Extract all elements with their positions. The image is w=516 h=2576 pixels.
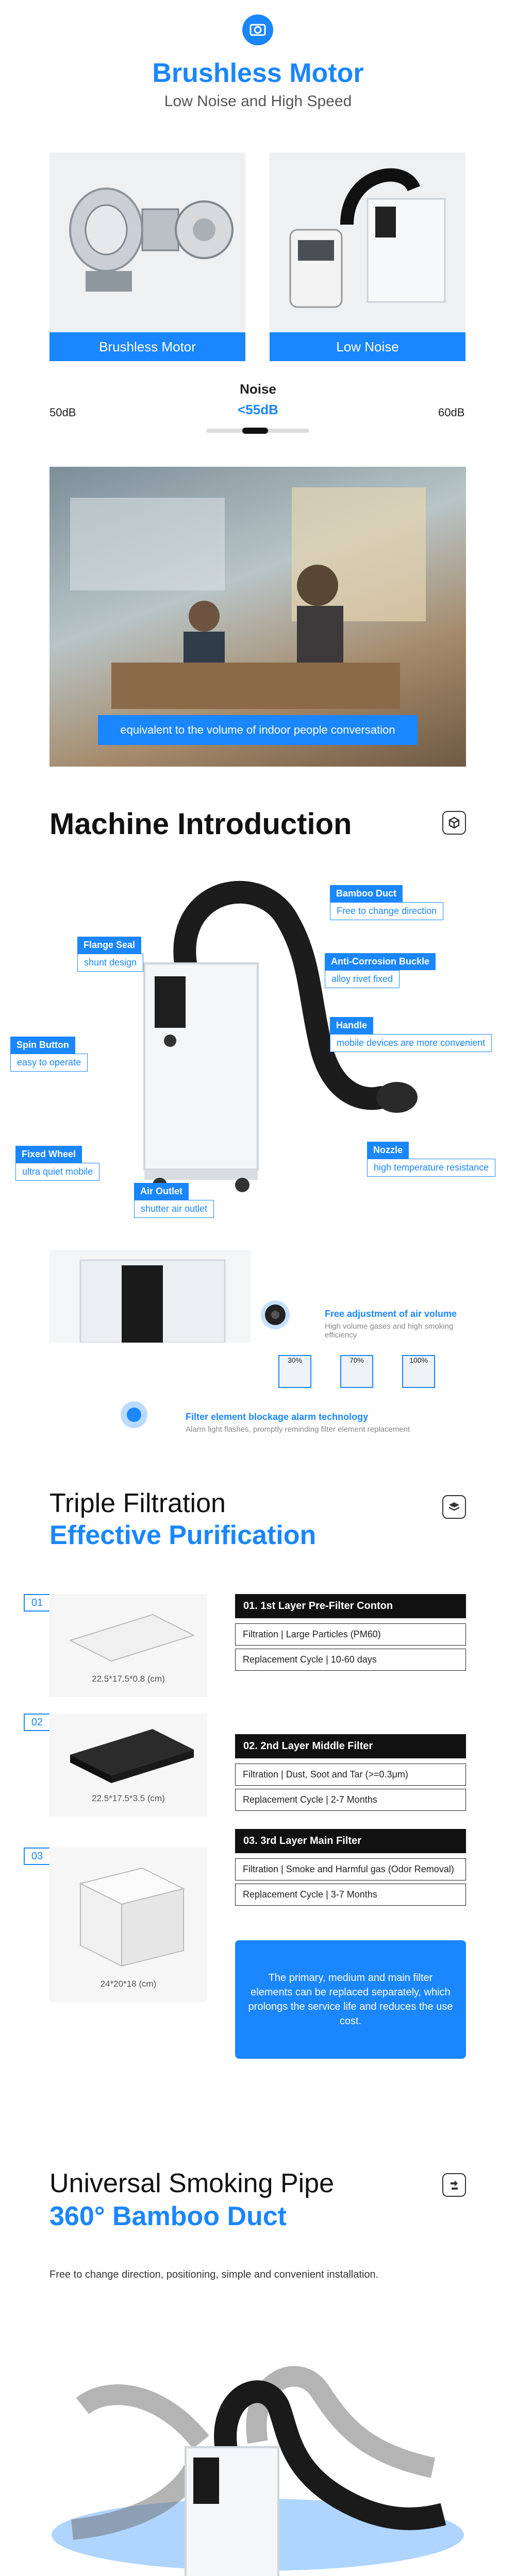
bamboo-duct-tag-title: Bamboo Duct (330, 885, 403, 902)
middle-filter-size: 22.5*17.5*3.5 (cm) (92, 1793, 165, 1803)
pre-filter-size: 22.5*17.5*0.8 (cm) (92, 1674, 165, 1684)
fan-logo-icon (242, 14, 273, 45)
alarm-desc: Alarm light flashes, promptly reminding filter element replacement (186, 1425, 410, 1434)
pipe-title-line2: 360° Bamboo Duct (49, 2201, 287, 2231)
air-outlet-tag-desc: shutter air outlet (134, 1200, 214, 1218)
bamboo-duct-tag (330, 885, 443, 920)
anti-corrosion-buckle-tag (325, 953, 436, 988)
filtration-title-line2: Effective Purification (49, 1520, 317, 1550)
air-outlet-tag-title: Air Outlet (134, 1183, 189, 1200)
photo-caption: equivalent to the volume of indoor people conversation (98, 715, 418, 745)
motor-illustration (49, 152, 245, 330)
bamboo-duct-illustration (31, 2318, 485, 2576)
middle-filter-filtration: Filtration | Dust, Soot and Tar (>=0.3μm) (235, 1764, 466, 1786)
airflow-level-70 (340, 1355, 373, 1388)
flange-seal-tag-desc: shunt design (77, 954, 143, 972)
airflow-title: Free adjustment of air volume (325, 1309, 457, 1319)
layers-icon (442, 1495, 466, 1519)
pre-filter-illustration (49, 1594, 207, 1671)
filter-number-01: 01 (24, 1594, 51, 1612)
flange-seal-tag-title: Flange Seal (77, 937, 141, 954)
nozzle-tag-desc: high temperature resistance (367, 1159, 495, 1177)
control-panel-closeup (49, 1250, 251, 1343)
air-outlet-tag (134, 1183, 214, 1218)
fixed-wheel-tag-title: Fixed Wheel (15, 1146, 82, 1163)
main-filter-cycle: Replacement Cycle | 3-7 Months (235, 1884, 466, 1906)
nozzle-tag (367, 1142, 495, 1177)
main-filter-image-card (49, 1848, 207, 2002)
handle-tag (330, 1017, 492, 1052)
hero-subtitle: Low Noise and High Speed (164, 93, 352, 110)
noise-title: Noise (240, 381, 276, 397)
noise-max-label: 60dB (438, 406, 465, 419)
alarm-light-icon (119, 1399, 149, 1430)
fixed-wheel-tag (15, 1146, 99, 1181)
brushless-motor-card (49, 152, 245, 359)
airflow-level-30 (278, 1355, 311, 1388)
spin-button-tag (10, 1037, 88, 1072)
machine-intro-title: Machine Introduction (49, 807, 352, 841)
filter-number-02: 02 (24, 1714, 51, 1731)
handle-tag-desc: mobile devices are more convenient (330, 1034, 492, 1052)
main-filter-info (235, 1829, 466, 1906)
pre-filter-cycle: Replacement Cycle | 10-60 days (235, 1649, 466, 1671)
nozzle-tag-title: Nozzle (367, 1142, 409, 1159)
noise-value: <55dB (238, 402, 278, 417)
pipe-desc: Free to change direction, positioning, simple and convenient installation. (49, 2269, 379, 2280)
pre-filter-image-card (49, 1594, 207, 1697)
filter-number-03: 03 (24, 1848, 51, 1865)
spin-button-tag-title: Spin Button (10, 1037, 75, 1054)
brushless-motor-label: Brushless Motor (49, 332, 245, 361)
main-filter-illustration (49, 1848, 207, 1976)
airflow-level-100 (402, 1355, 435, 1388)
airflow-desc: High volume gases and high smoking efficiency (325, 1322, 454, 1340)
alarm-title: Filter element blockage alarm technology (186, 1412, 369, 1422)
airflow-knob-icon (260, 1299, 291, 1330)
main-filter-size: 24*20*18 (cm) (100, 1979, 157, 1989)
airflow-level-70-label: 70% (349, 1356, 364, 1364)
hero-title: Brushless Motor (152, 58, 364, 88)
pre-filter-head: 01. 1st Layer Pre-Filter Conton (235, 1594, 466, 1618)
low-noise-card (270, 152, 465, 359)
airflow-level-30-label: 30% (287, 1356, 303, 1364)
main-filter-head: 03. 3rd Layer Main Filter (235, 1829, 466, 1853)
noise-min-label: 50dB (49, 406, 76, 419)
middle-filter-image-card (49, 1714, 207, 1817)
main-filter-filtration: Filtration | Smoke and Harmful gas (Odor Removal) (235, 1858, 466, 1880)
flange-seal-tag (77, 937, 143, 972)
low-noise-illustration (270, 152, 465, 330)
handle-tag-title: Handle (330, 1017, 373, 1034)
pre-filter-info (235, 1594, 466, 1671)
middle-filter-head: 02. 2nd Layer Middle Filter (235, 1734, 466, 1758)
anti-corrosion-buckle-tag-title: Anti-Corrosion Buckle (325, 953, 436, 970)
middle-filter-illustration (49, 1714, 207, 1791)
anti-corrosion-buckle-tag-desc: alloy rivet fixed (325, 970, 400, 988)
low-noise-label: Low Noise (270, 332, 465, 361)
middle-filter-info (235, 1734, 466, 1811)
cube-icon (442, 811, 466, 835)
filtration-note: The primary, medium and main filter elements can be replaced separately, which prolongs the service life and reduces the use cost. (235, 1940, 466, 2059)
middle-filter-cycle: Replacement Cycle | 2-7 Months (235, 1789, 466, 1811)
pre-filter-filtration: Filtration | Large Particles (PM60) (235, 1623, 466, 1646)
spin-button-tag-desc: easy to operate (10, 1054, 88, 1072)
rotate-arrow-icon (442, 2173, 466, 2197)
airflow-level-100-label: 100% (409, 1356, 428, 1364)
bamboo-duct-tag-desc: Free to change direction (330, 902, 443, 920)
filtration-title-line1: Triple Filtration (49, 1488, 226, 1518)
fixed-wheel-tag-desc: ultra quiet mobile (15, 1163, 99, 1181)
pipe-title-line1: Universal Smoking Pipe (49, 2168, 335, 2198)
noise-level-indicator (242, 428, 268, 434)
